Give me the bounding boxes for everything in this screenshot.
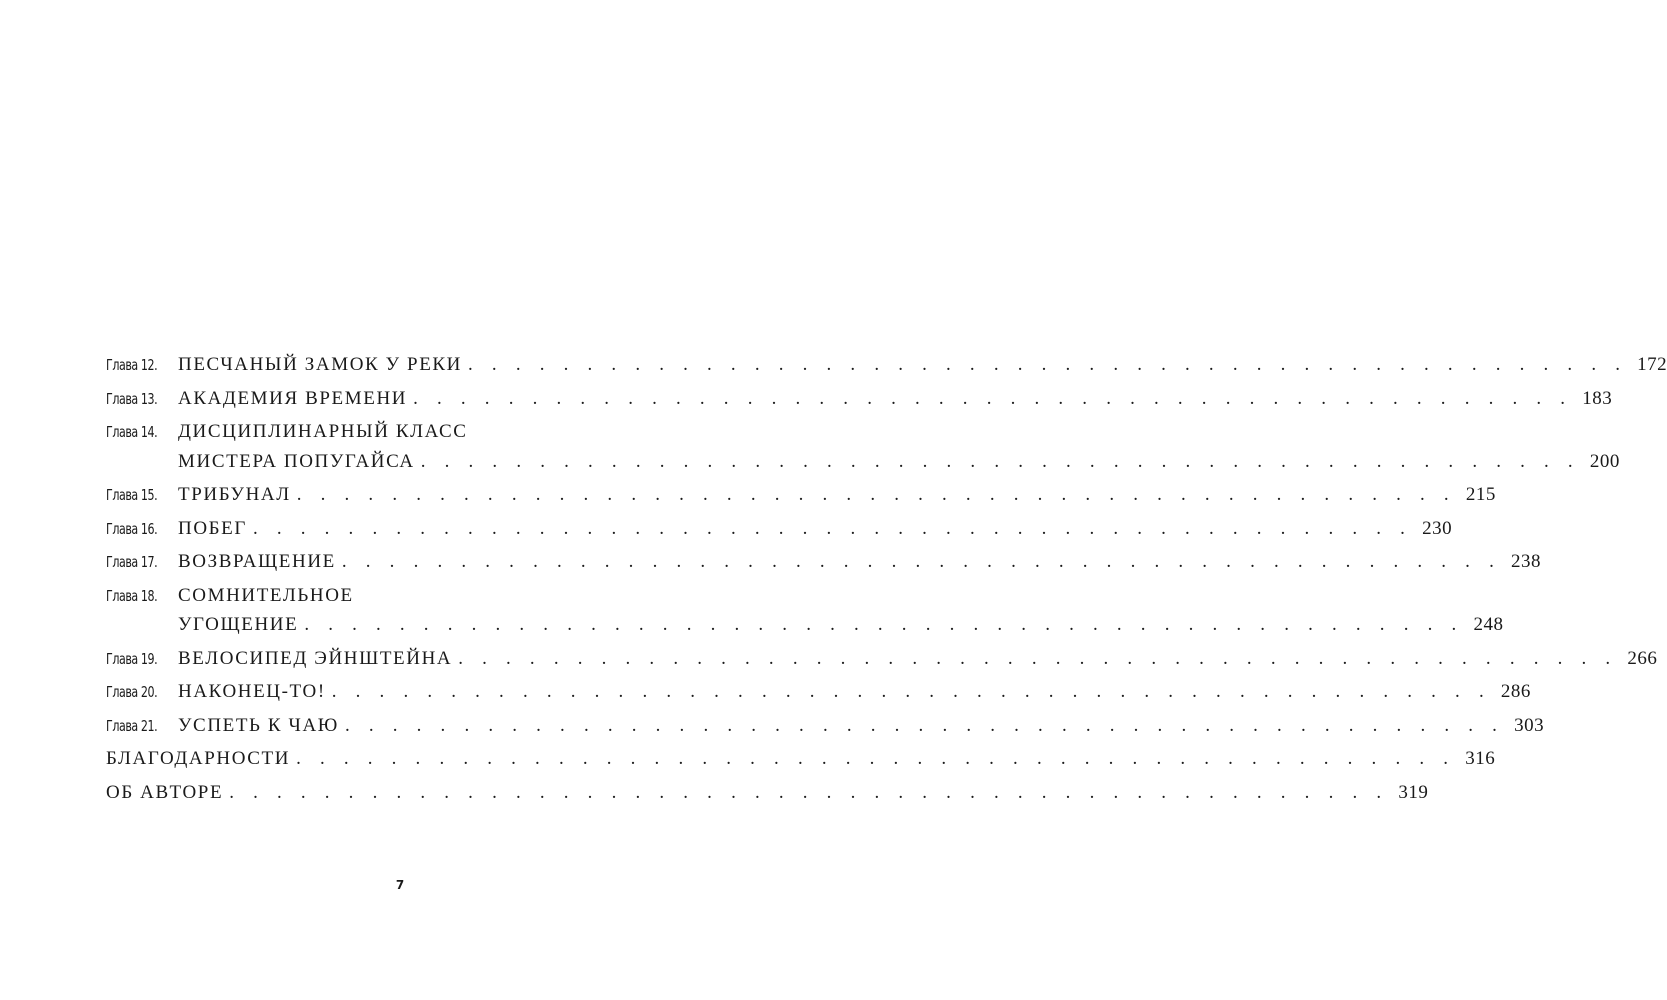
toc-entry: [106, 647, 1658, 682]
toc-line: [106, 354, 1667, 388]
chapter-label: Глава 17.: [106, 553, 158, 571]
entry-page-number: 200: [1589, 450, 1620, 472]
chapter-label: Глава 16.: [106, 519, 158, 538]
toc-entry: [106, 354, 1667, 388]
entry-title: ДИСЦИПЛИНАРНЫЙ КЛАСС: [178, 421, 468, 442]
chapter-label: Глава 15.: [106, 486, 158, 504]
dot-leader: . . . . . . . . . . . . . . . . . . . . . . . . . . . . . . . . . . . . . . . . . . . . . . . . .: [468, 354, 1628, 375]
dot-leader: . . . . . . . . . . . . . . . . . . . . . . . . . . . . . . . . . . . . . . . . . . . . . . . . .: [344, 714, 1505, 736]
dot-leader: . . . . . . . . . . . . . . . . . . . . . . . . . . . . . . . . . . . . . . . . . . . . . . . . .: [296, 484, 1456, 505]
entry-page-number: 248: [1473, 614, 1504, 635]
dot-leader: . . . . . . . . . . . . . . . . . . . . . . . . . . . . . . . . . . . . . . . . . . . . . . . . .: [420, 450, 1580, 472]
entry-page-number: 230: [1422, 517, 1453, 539]
chapter-label: Глава 12.: [106, 356, 158, 374]
dot-leader: . . . . . . . . . . . . . . . . . . . . . . . . . . . . . . . . . . . . . . . . . . . . . . . . .: [413, 387, 1573, 409]
toc-entry: [106, 714, 1545, 749]
page-number: 7: [395, 878, 405, 892]
dot-leader: . . . . . . . . . . . . . . . . . . . . . . . . . . . . . . . . . . . . . . . . . . . . . . . . .: [229, 781, 1389, 803]
toc-line: [106, 387, 1613, 422]
toc-entry: [106, 387, 1613, 422]
toc-entry: [106, 551, 1542, 585]
entry-title: УГОЩЕНИЕ: [178, 614, 299, 635]
chapter-label: Глава 14.: [106, 423, 158, 441]
toc-line: [106, 748, 1496, 782]
toc-line: [106, 781, 1429, 816]
toc-line: [106, 647, 1658, 682]
toc-line: [106, 681, 1531, 715]
dot-leader: . . . . . . . . . . . . . . . . . . . . . . . . . . . . . . . . . . . . . . . . . . . . . . . . .: [304, 614, 1464, 635]
entry-page-number: 303: [1514, 714, 1545, 736]
toc-line: [106, 714, 1545, 749]
entry-title: ВЕЛОСИПЕД ЭЙНШТЕЙНА: [178, 647, 453, 669]
entry-title: ОБ АВТОРЕ: [106, 781, 224, 803]
chapter-label: Глава 19.: [106, 649, 158, 668]
toc-entry: [106, 584, 1504, 648]
table-of-contents: [106, 354, 1667, 815]
entry-title: НАКОНЕЦ-ТО!: [178, 681, 326, 702]
toc-entry: [106, 484, 1496, 518]
dot-leader: . . . . . . . . . . . . . . . . . . . . . . . . . . . . . . . . . . . . . . . . . . . . . . . . .: [296, 748, 1456, 769]
entry-page-number: 316: [1465, 748, 1496, 769]
chapter-label: Глава 21.: [106, 716, 158, 735]
toc-entry: [106, 517, 1453, 552]
toc-line: [106, 517, 1453, 552]
entry-title: ВОЗВРАЩЕНИЕ: [178, 551, 336, 572]
chapter-label: Глава 18.: [106, 586, 158, 605]
dot-leader: . . . . . . . . . . . . . . . . . . . . . . . . . . . . . . . . . . . . . . . . . . . . . . . . .: [458, 647, 1618, 669]
entry-title: ПОБЕГ: [178, 517, 247, 539]
toc-entry: [106, 681, 1531, 715]
entry-page-number: 286: [1500, 681, 1531, 702]
entry-page-number: 266: [1627, 647, 1658, 669]
dot-leader: . . . . . . . . . . . . . . . . . . . . . . . . . . . . . . . . . . . . . . . . . . . . . . . . .: [331, 681, 1491, 702]
entry-title: МИСТЕРА ПОПУГАЙСА: [178, 450, 415, 472]
toc-line: [106, 421, 652, 451]
entry-page-number: 215: [1465, 484, 1496, 505]
chapter-label: Глава 20.: [106, 683, 158, 701]
toc-line: [106, 551, 1542, 585]
entry-title: ТРИБУНАЛ: [178, 484, 291, 505]
entry-title: СОМНИТЕЛЬНОЕ: [178, 584, 354, 606]
toc-line: [106, 614, 1504, 648]
toc-line: [106, 484, 1496, 518]
entry-page-number: 319: [1398, 781, 1429, 803]
entry-title: ПЕСЧАНЫЙ ЗАМОК У РЕКИ: [178, 354, 463, 375]
toc-entry: [106, 781, 1429, 816]
entry-page-number: 172: [1637, 354, 1667, 375]
entry-page-number: 183: [1582, 387, 1613, 409]
toc-entry: [106, 421, 1620, 484]
entry-title: АКАДЕМИЯ ВРЕМЕНИ: [178, 387, 408, 409]
chapter-label: Глава 13.: [106, 389, 158, 408]
toc-line: [106, 585, 652, 615]
toc-entry: [106, 748, 1496, 782]
dot-leader: . . . . . . . . . . . . . . . . . . . . . . . . . . . . . . . . . . . . . . . . . . . . . . . . .: [252, 517, 1413, 539]
entry-title: УСПЕТЬ К ЧАЮ: [178, 714, 339, 736]
dot-leader: . . . . . . . . . . . . . . . . . . . . . . . . . . . . . . . . . . . . . . . . . . . . . . . . .: [341, 551, 1502, 572]
toc-line: [106, 450, 1620, 485]
entry-page-number: 238: [1511, 551, 1542, 572]
entry-title: БЛАГОДАРНОСТИ: [106, 748, 291, 769]
